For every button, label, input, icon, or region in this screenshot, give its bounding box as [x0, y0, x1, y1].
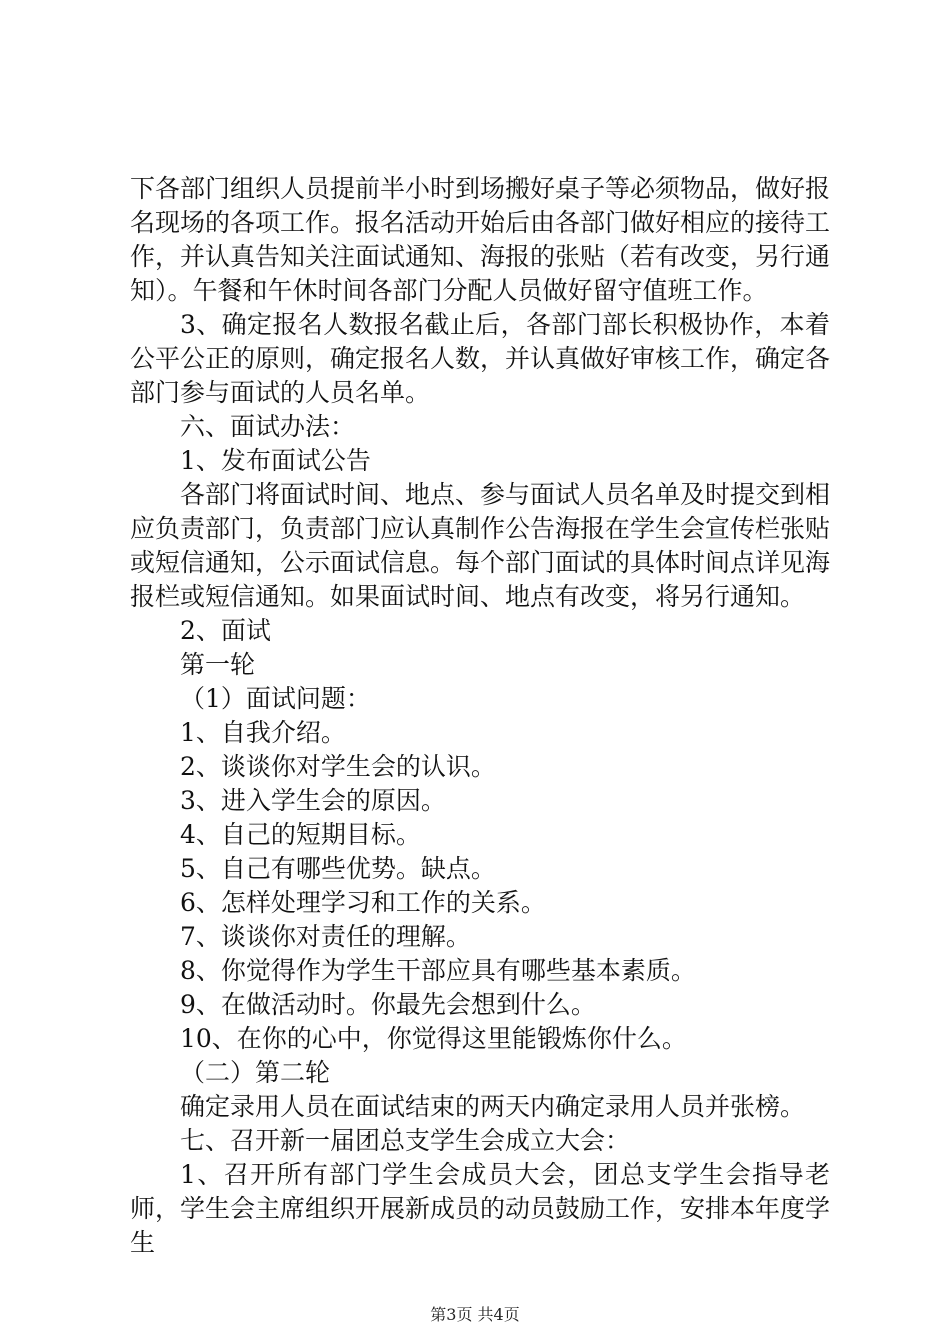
- section-heading-interview-method: 六、面试办法：: [180, 412, 356, 441]
- question-item: 2、谈谈你对学生会的认识。: [180, 752, 496, 781]
- question-item: 8、你觉得作为学生干部应具有哪些基本素质。: [180, 956, 696, 985]
- section-heading-founding-meeting: 七、召开新一届团总支学生会成立大会：: [180, 1126, 631, 1155]
- page-footer: 第3页 共4页: [430, 1305, 520, 1324]
- paragraph-all-members-meeting: 1、召开所有部门学生会成员大会，团总支学生会指导老师，学生会主席组织开展新成员的动员鼓励工作，安排本年度学生: [130, 1160, 831, 1257]
- question-item: 5、自己有哪些优势。缺点。: [180, 854, 496, 883]
- paragraph-hiring-announcement: 确定录用人员在面试结束的两天内确定录用人员并张榜。: [180, 1092, 806, 1121]
- subheading-interview: 2、面试: [180, 616, 271, 645]
- question-item: 3、进入学生会的原因。: [180, 786, 446, 815]
- paragraph-continuation: 下各部门组织人员提前半小时到场搬好桌子等必须物品，做好报名现场的各项工作。报名活动开始后由各部门做好相应的接待工作，并认真告知关注面试通知、海报的张贴（若有改变，另行通知）。午餐和午休时间各部门分配人员做好留守值班工作。: [130, 174, 831, 305]
- question-item: 6、怎样处理学习和工作的关系。: [180, 888, 546, 917]
- paragraph-registration-count: 3、确定报名人数报名截止后，各部门部长积极协作，本着公平公正的原则，确定报名人数，并认真做好审核工作，确定各部门参与面试的人员名单。: [130, 310, 831, 407]
- paragraph-notice-details: 各部门将面试时间、地点、参与面试人员名单及时提交到相应负责部门，负责部门应认真制作公告海报在学生会宣传栏张贴或短信通知，公示面试信息。每个部门面试的具体时间点详见海报栏或短信通知。如果面试时间、地点有改变，将另行通知。: [130, 480, 831, 611]
- round-one-heading: 第一轮: [180, 650, 256, 679]
- question-item: 1、自我介绍。: [180, 718, 346, 747]
- interview-questions-heading: （1）面试问题：: [180, 684, 371, 713]
- question-item: 10、在你的心中，你觉得这里能锻炼你什么。: [180, 1024, 687, 1053]
- question-item: 9、在做活动时。你最先会想到什么。: [180, 990, 596, 1019]
- question-item: 7、谈谈你对责任的理解。: [180, 922, 471, 951]
- question-item: 4、自己的短期目标。: [180, 820, 421, 849]
- document-body: [130, 172, 830, 1260]
- subheading-publish-notice: 1、发布面试公告: [180, 446, 371, 475]
- round-two-heading: （二）第二轮: [180, 1058, 331, 1087]
